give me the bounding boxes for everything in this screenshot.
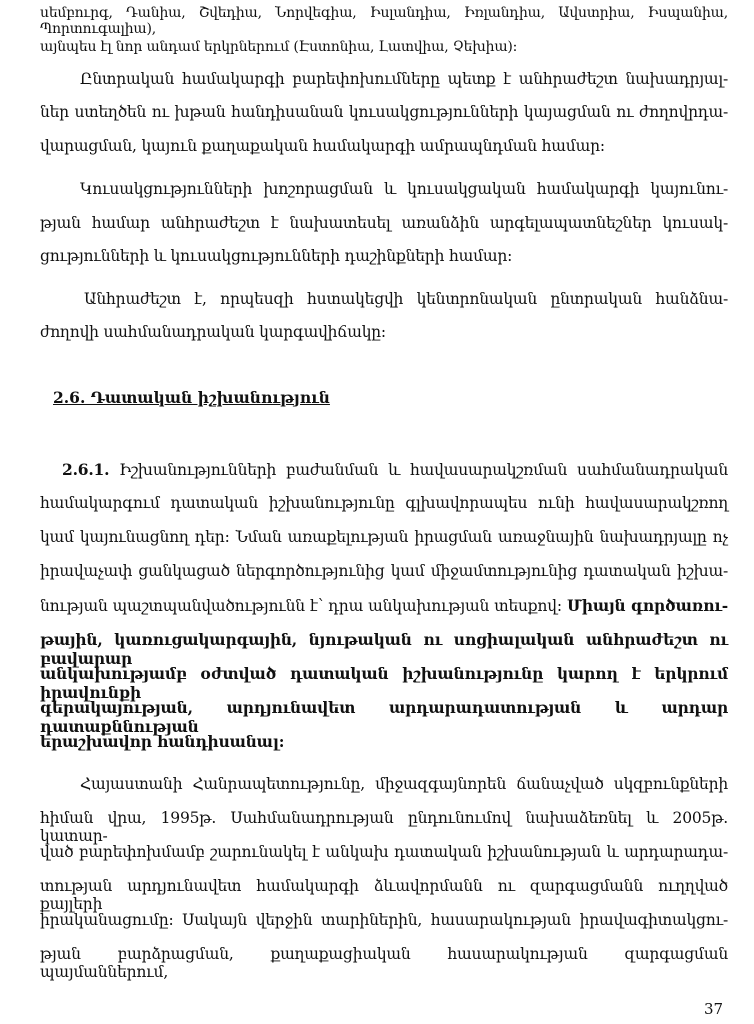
paragraph-line: Հայաստանի Հանրապետությունը, միջազգայնորեն ճանաչված սկզբունքների [80, 775, 728, 793]
paragraph-line: համակարգում դատական իշխանությունը գլխավորապես ունի հավասարակշռող [40, 494, 728, 512]
paragraph-line: իրականացումը: Սակայն վերջին տարիներին, հասարակության իրավագիտակցու- [40, 911, 728, 929]
emphasis-line: գերակայության, արդյունավետ արդարադատության և արդար դատաքննության [40, 698, 728, 736]
emphasis-line: անկախությամբ օժտված դատական իշխանությունը կարող է երկրում իրավունքի [40, 664, 728, 702]
intro-line: այնպես էլ նոր անդամ երկրներում (Էստոնիա, Լատվիա, Չեխիա): [40, 39, 518, 55]
section-number: 2.6.1. [62, 460, 110, 479]
paragraph-line: ցությունների և կուսակցությունների դաշինքների համար: [40, 247, 513, 265]
section-heading: 2.6. Դատական իշխանություն [53, 388, 330, 407]
paragraph-line: ժողովի սահմանադրական կարգավիճակը: [40, 323, 386, 341]
paragraph-line: ներ ստեղծեն ու խթան հանդիսանան կուսակցությունների կայացման ու ժողովրդա- [40, 103, 728, 121]
paragraph-line [40, 596, 728, 615]
paragraph-line: ված բարեփոխմամբ շարունակել է անկախ դատական իշխանության և արդարադա- [40, 843, 728, 861]
emphasis-line: երաշխավոր հանդիսանալ: [40, 732, 285, 751]
emphasis-text: Միայն գործառու- [566, 596, 728, 615]
intro-line: սեմբուրգ, Դանիա, Շվեդիա, Նորվեգիա, Իսլանդիա, Իռլանդիա, Ավստրիա, Իսպանիա, Պորտուգալիա), [40, 5, 728, 37]
paragraph-line: հիման վրա, 1995թ. Սահմանադրության ընդունումով նախաձեռնել և 2005թ. կատար- [40, 809, 728, 845]
paragraph-line: թյան համար անհրաժեշտ է նախատեսել առանձին արգելապատնեշներ կուսակ- [40, 214, 728, 232]
paragraph-line: Կուսակցությունների խոշորացման և կուսակցական համակարգի կայունու- [80, 180, 728, 198]
emphasis-line: թային, կառուցակարգային, նյութական ու սոցիալական անհրաժեշտ ու բավարար [40, 630, 728, 668]
paragraph-line-text: Իշխանությունների բաժանման և հավասարակշռման սահմանադրական [119, 461, 728, 479]
paragraph-line: թյան բարձրացման, քաղաքացիական հասարակության զարգացման պայմաններում, [40, 945, 728, 981]
paragraph-line: տության արդյունավետ համակարգի ձևավորմանն ու զարգացմանն ուղղված քայլերի [40, 877, 728, 913]
page-number: 37 [704, 1000, 724, 1018]
paragraph-line [62, 460, 728, 479]
paragraph-line: իրավաչափ ցանկացած ներգործությունից կամ միջամտությունից դատական իշխա- [40, 562, 728, 580]
paragraph-line-text: նության պաշտպանվածությունն է՝ դրա անկախության տեսքով: [40, 597, 562, 615]
paragraph-line: Ընտրական համակարգի բարեփոխումները պետք է անհրաժեշտ նախադրյալ- [80, 70, 728, 88]
paragraph-line: վարացման, կայուն քաղաքական համակարգի ամրապնդման համար: [40, 137, 605, 155]
paragraph-line: կամ կայունացնող դեր: Նման առաքելության իրացման առաջնային նախադրյալը ոչ [40, 528, 728, 546]
paragraph-line: Անհրաժեշտ է, որպեսզի հստակեցվի կենտրոնական ընտրական հանձնա- [84, 290, 728, 308]
